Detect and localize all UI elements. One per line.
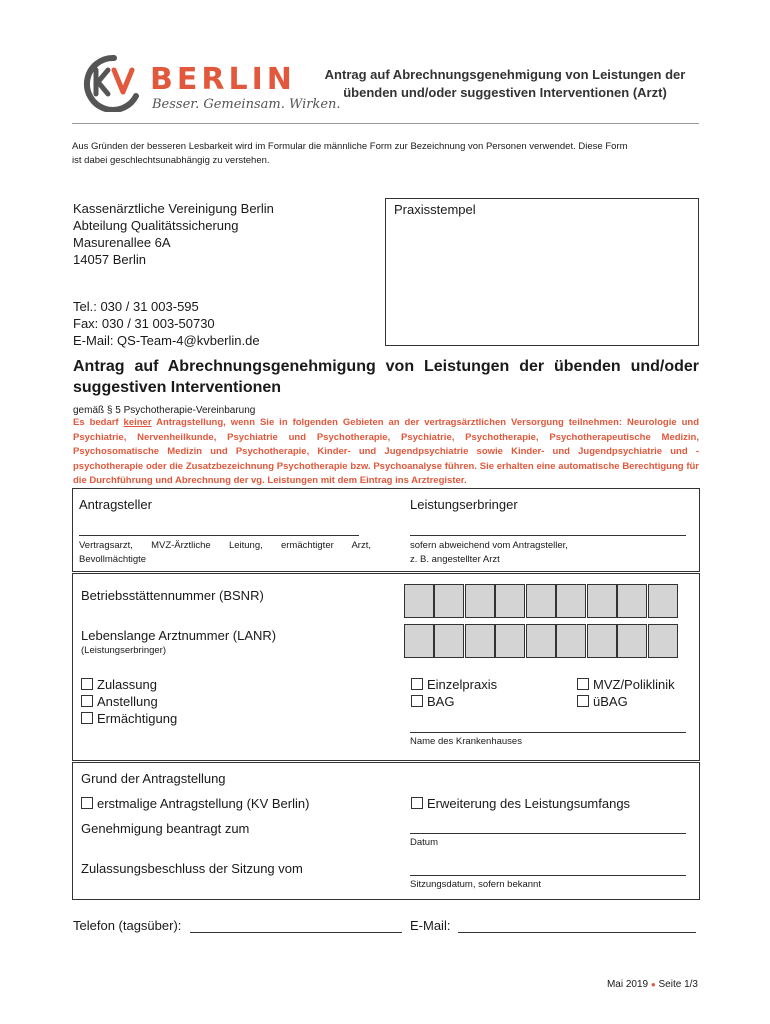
header-title-line2: übenden und/oder suggestiven Interventionen (Arzt): [343, 85, 667, 100]
sitzung-label: Sitzungsdatum, sofern bekannt: [410, 879, 541, 890]
status-col3: [577, 676, 675, 710]
header-title-line1: Antrag auf Abrechnungsgenehmigung von Leistungen der: [324, 67, 686, 82]
zulassung-label: Zulassungsbeschluss der Sitzung vom: [81, 861, 303, 876]
page-footer: [560, 978, 698, 992]
address-org: Kassenärztliche Vereinigung Berlin: [73, 201, 274, 216]
leistungserbringer-hint1: sofern abweichend vom Antragsteller,: [410, 540, 568, 551]
lanr-label: Lebenslange Arztnummer (LANR): [81, 628, 277, 643]
lanr-digit[interactable]: [526, 624, 556, 658]
bsnr-input[interactable]: [404, 584, 696, 618]
address-tel: Tel.: 030 / 31 003-595: [73, 299, 199, 314]
bsnr-digit[interactable]: [434, 584, 464, 618]
lanr-digit[interactable]: [617, 624, 647, 658]
recipient-contact: [73, 298, 260, 349]
footer-bullet-icon: ●: [650, 980, 656, 989]
bsnr-digit[interactable]: [465, 584, 495, 618]
reason-section: [72, 762, 700, 900]
genehmigung-label: Genehmigung beantragt zum: [81, 821, 250, 836]
logo-text: BERLIN: [150, 62, 296, 97]
option-erweiterung[interactable]: [411, 796, 630, 811]
checkbox-icon[interactable]: [411, 797, 423, 809]
lanr-digit[interactable]: [465, 624, 495, 658]
form-title: [73, 356, 699, 398]
datum-label: Datum: [410, 837, 438, 848]
lanr-digit[interactable]: [495, 624, 525, 658]
option-mvz[interactable]: [577, 676, 675, 693]
datum-input-line[interactable]: [410, 821, 686, 834]
exemption-notice-keiner: keiner: [123, 417, 152, 428]
option-erstmalig[interactable]: [81, 796, 309, 811]
checkbox-icon[interactable]: [81, 678, 93, 690]
bsnr-digit[interactable]: [587, 584, 617, 618]
lanr-hint: (Leistungserbringer): [81, 645, 167, 656]
telefon-label: Telefon (tagsüber):: [73, 918, 182, 933]
leistungserbringer-input-line[interactable]: [410, 523, 686, 536]
applicant-section: [72, 488, 700, 572]
option-bag-label: BAG: [427, 694, 455, 709]
address-dept: Abteilung Qualitätssicherung: [73, 218, 239, 233]
reason-title: Grund der Antragstellung: [81, 771, 226, 786]
exemption-notice: [73, 416, 699, 489]
checkbox-icon[interactable]: [577, 678, 589, 690]
option-einzelpraxis[interactable]: [411, 676, 497, 693]
status-col1: [81, 676, 177, 727]
option-ubag[interactable]: [577, 693, 675, 710]
option-zulassung[interactable]: [81, 676, 177, 693]
checkbox-icon[interactable]: [577, 695, 589, 707]
address-email: E-Mail: QS-Team-4@kvberlin.de: [73, 333, 260, 348]
lanr-digit[interactable]: [587, 624, 617, 658]
hospital-label: Name des Krankenhauses: [410, 736, 522, 747]
address-street: Masurenallee 6A: [73, 235, 171, 250]
kv-logo-icon: [78, 52, 144, 112]
header-divider: [72, 123, 699, 124]
option-erweiterung-label: Erweiterung des Leistungsumfangs: [427, 796, 631, 811]
hospital-input-line[interactable]: [410, 720, 686, 733]
footer-page: Seite 1/3: [658, 979, 698, 990]
status-col2: [411, 676, 497, 710]
antragsteller-label: Antragsteller: [79, 497, 152, 512]
recipient-address: [73, 200, 274, 268]
lanr-digit[interactable]: [404, 624, 434, 658]
lanr-input[interactable]: [404, 624, 696, 658]
option-ubag-label: üBAG: [593, 694, 628, 709]
praxisstempel-box[interactable]: [385, 198, 699, 346]
option-zulassung-label: Zulassung: [97, 677, 157, 692]
option-ermaechtigung[interactable]: [81, 710, 177, 727]
sitzung-input-line[interactable]: [410, 863, 686, 876]
praxisstempel-label: Praxisstempel: [394, 202, 476, 217]
antragsteller-input-line[interactable]: [79, 523, 359, 536]
gender-notice-line2: ist dabei geschlechtsunabhängig zu verstehen.: [72, 155, 270, 166]
telefon-input-line[interactable]: [190, 918, 402, 933]
checkbox-icon[interactable]: [411, 695, 423, 707]
checkbox-icon[interactable]: [411, 678, 423, 690]
option-einzelpraxis-label: Einzelpraxis: [427, 677, 498, 692]
logo-slogan: Besser. Gemeinsam. Wirken.: [152, 97, 341, 112]
exemption-notice-part1: Es bedarf: [73, 417, 124, 428]
address-fax: Fax: 030 / 31 003-50730: [73, 316, 215, 331]
bsnr-digit[interactable]: [526, 584, 556, 618]
bsnr-digit[interactable]: [404, 584, 434, 618]
email-label: E-Mail:: [410, 918, 451, 933]
email-input-line[interactable]: [458, 918, 696, 933]
option-ermaechtigung-label: Ermächtigung: [97, 711, 178, 726]
option-anstellung[interactable]: [81, 693, 177, 710]
exemption-notice-part2: Antragstellung, wenn Sie in folgenden Gebieten an der vertragsärztlichen Versorgung teilnehmen: Neurologie und Psychiatrie, Nervenheilkunde, Psychiatrie und Psychotherapie, Psychiatrie, Psychotherapie, Psychotherapeutische Medizin, Psychosomatische Medizin und Psychotherapie, Kinder- und Jugendpsychiatrie sowie Kinder- und Jugendpsychiatrie und -psychotherapie oder die Zusatzbezeichnung Psychotherapie bzw. Psychoanalyse führen. Sie erhalten eine automatische Berechtigung für die Durchführung und Abrechnung der vg. Leistungen mit dem Eintrag ins Arztregister.: [73, 417, 699, 486]
bsnr-digit[interactable]: [556, 584, 586, 618]
bsnr-label: Betriebsstättennummer (BSNR): [81, 588, 264, 603]
option-erstmalig-label: erstmalige Antragstellung (KV Berlin): [97, 796, 310, 811]
leistungserbringer-hint: [410, 539, 568, 567]
header-title: [310, 66, 700, 102]
bsnr-digit[interactable]: [495, 584, 525, 618]
antragsteller-hint: Vertragsarzt, MVZ-Ärztliche Leitung, ermächtigter Arzt, Bevollmächtigte: [79, 540, 371, 565]
leistungserbringer-hint2: z. B. angestellter Arzt: [410, 554, 500, 565]
form-title-line1: Antrag auf Abrechnungsgenehmigung von Leistungen der übenden und/oder: [73, 358, 699, 375]
checkbox-icon[interactable]: [81, 712, 93, 724]
legal-basis: gemäß § 5 Psychotherapie-Vereinbarung: [73, 405, 256, 416]
gender-notice: [72, 140, 702, 168]
address-city: 14057 Berlin: [73, 252, 146, 267]
option-anstellung-label: Anstellung: [97, 694, 158, 709]
lanr-digit[interactable]: [648, 624, 678, 658]
lanr-digit[interactable]: [556, 624, 586, 658]
leistungserbringer-label: Leistungserbringer: [410, 497, 518, 512]
ids-status-section: [72, 573, 700, 761]
option-bag[interactable]: [411, 693, 497, 710]
footer-date: Mai 2019: [606, 979, 649, 990]
bsnr-digit[interactable]: [648, 584, 678, 618]
form-title-line2: suggestiven Interventionen: [73, 379, 282, 396]
option-mvz-label: MVZ/Poliklinik: [593, 677, 675, 692]
gender-notice-line1: Aus Gründen der besseren Lesbarkeit wird im Formular die männliche Form zur Bezeichnung von Personen verwendet. Diese Form: [72, 141, 628, 152]
checkbox-icon[interactable]: [81, 797, 93, 809]
checkbox-icon[interactable]: [81, 695, 93, 707]
lanr-digit[interactable]: [434, 624, 464, 658]
bsnr-digit[interactable]: [617, 584, 647, 618]
kv-logo-mark: [78, 52, 144, 112]
